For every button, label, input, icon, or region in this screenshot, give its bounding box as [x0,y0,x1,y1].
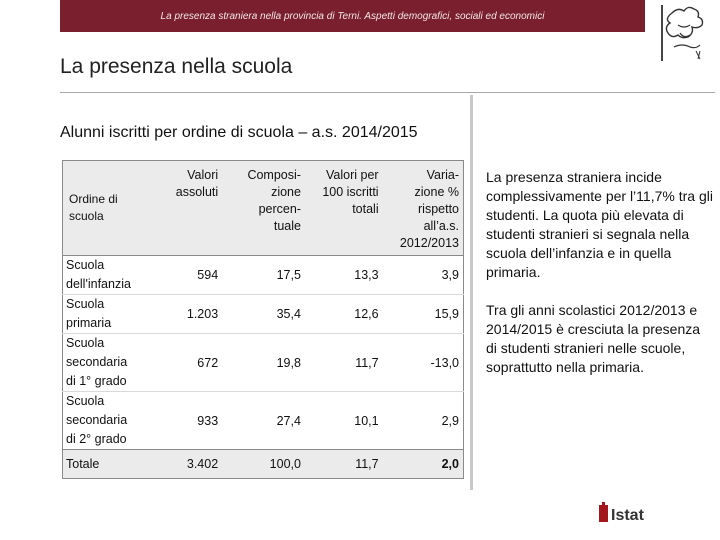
header-composition: Composi- zione percen- tuale [247,168,301,233]
row-label: Scuola primaria [63,295,147,334]
cell-composition: 35,4 [222,295,305,334]
province-crest-icon [660,3,712,65]
commentary-paragraph-2: Tra gli anni scolastici 2012/2013 e 2014/2015 è cresciuta la presenza di studenti stranieri nelle scuole, soprattutto nella primaria. [486,302,701,375]
row-label: Scuola dell'infanzia [63,256,147,295]
header-absolute: Valori assoluti [175,168,219,199]
cell-per100: 11,7 [305,334,383,392]
row-label: Scuola secondaria di 2° grado [63,392,147,450]
cell-variation: 3,9 [383,256,464,295]
cell-absolute: 1.203 [146,295,222,334]
header-per100: Valori per 100 iscritti totali [322,168,379,216]
istat-logo [598,502,660,524]
slide-title: La presenza nella scuola [60,55,293,78]
cell-composition: 17,5 [222,256,305,295]
cell-variation: 2,9 [383,392,464,450]
enrollment-table [62,160,464,479]
total-variation: 2,0 [383,450,464,479]
total-per100: 11,7 [305,450,383,479]
cell-composition: 19,8 [222,334,305,392]
total-absolute: 3.402 [146,450,222,479]
vertical-divider [470,95,473,490]
cell-absolute: 672 [146,334,222,392]
title-divider [60,92,715,93]
istat-logo-text: Istat [611,507,644,524]
header-variation: Varia- zione % rispetto all’a.s. 2012/2013 [399,168,459,250]
commentary-panel [486,168,714,396]
header-order: Ordine di scuola [69,192,118,223]
row-label: Scuola secondaria di 1° grado [63,334,147,392]
table-subtitle: Alunni iscritti per ordine di scuola – a.s. 2014/2015 [60,124,418,141]
cell-absolute: 933 [146,392,222,450]
header-banner [60,0,645,32]
cell-variation: -13,0 [383,334,464,392]
table-row [63,256,464,295]
total-label: Totale [63,450,147,479]
table-row [63,295,464,334]
cell-per100: 12,6 [305,295,383,334]
banner-text: La presenza straniera nella provincia di Terni. Aspetti demografici, sociali ed economici [160,11,545,22]
cell-variation: 15,9 [383,295,464,334]
cell-per100: 13,3 [305,256,383,295]
commentary-paragraph-1: La presenza straniera incide complessivamente per l’11,7% tra gli studenti. La quota più elevata di studenti stranieri si segnala nella scuola dell’infanzia e in quella primaria. [486,169,713,280]
total-composition: 100,0 [222,450,305,479]
table-row [63,392,464,450]
istat-logo-mark-icon [599,505,608,522]
cell-absolute: 594 [146,256,222,295]
cell-composition: 27,4 [222,392,305,450]
table-header-row [63,161,464,256]
total-row [63,450,464,479]
cell-per100: 10,1 [305,392,383,450]
table-row [63,334,464,392]
